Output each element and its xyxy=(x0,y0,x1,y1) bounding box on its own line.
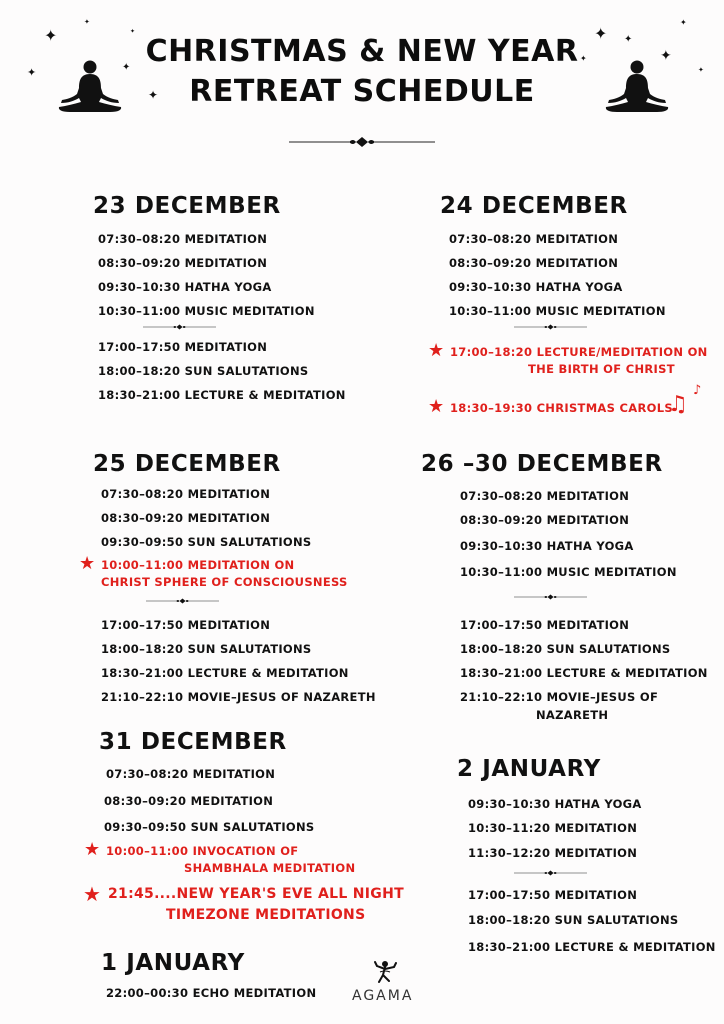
schedule-item: 17:00–17:50 MEDITATION xyxy=(468,888,638,902)
schedule-item: 07:30–08:20 MEDITATION xyxy=(106,767,276,781)
sparkle-icon: ✦ xyxy=(27,66,37,79)
section-divider xyxy=(513,592,588,602)
schedule-item: 18:00–18:20 SUN SALUTATIONS xyxy=(98,364,309,378)
schedule-item: 07:30–08:20 MEDITATION xyxy=(449,232,619,246)
sparkle-icon: ✦ xyxy=(680,18,687,27)
schedule-item: 17:00–17:50 MEDITATION xyxy=(460,618,630,632)
sparkle-icon: ✦ xyxy=(698,66,704,74)
sparkle-icon: ✦ xyxy=(580,54,587,63)
schedule-item: 08:30–09:20 MEDITATION xyxy=(449,256,619,270)
section-divider xyxy=(145,596,220,606)
schedule-item: 09:30–09:50 SUN SALUTATIONS xyxy=(101,535,312,549)
sparkle-icon: ✦ xyxy=(130,28,136,35)
page-title xyxy=(0,32,724,112)
schedule-item: 18:30–21:00 LECTURE & MEDITATION xyxy=(101,666,349,680)
schedule-item: 09:30–10:30 HATHA YOGA xyxy=(460,539,634,553)
highlight-item-continued: CHRIST SPHERE OF CONSCIOUSNESS xyxy=(101,575,348,589)
section-divider xyxy=(513,322,588,332)
schedule-item: 09:30–10:30 HATHA YOGA xyxy=(449,280,623,294)
highlight-item-continued: TIMEZONE MEDITATIONS xyxy=(166,907,366,923)
schedule-item: 07:30–08:20 MEDITATION xyxy=(460,489,630,503)
schedule-item: 08:30–09:20 MEDITATION xyxy=(101,511,271,525)
music-note-icon: ♪ xyxy=(693,383,702,398)
schedule-item-continued: NAZARETH xyxy=(536,708,609,722)
schedule-item: 21:10–22:10 MOVIE–JESUS OF xyxy=(460,690,659,704)
day-title-26-30-december: 26 –30 DECEMBER xyxy=(421,451,663,477)
schedule-item: 09:30–10:30 HATHA YOGA xyxy=(98,280,272,294)
star-icon: ★ xyxy=(84,839,101,860)
schedule-item: 22:00–00:30 ECHO MEDITATION xyxy=(106,986,317,1000)
day-title-24-december: 24 DECEMBER xyxy=(440,193,628,219)
schedule-item: 08:30–09:20 MEDITATION xyxy=(104,794,274,808)
title-line-2: RETREAT SCHEDULE xyxy=(189,74,535,109)
highlight-item: 10:00–11:00 MEDITATION ON xyxy=(101,558,295,572)
sparkle-icon: ✦ xyxy=(84,18,90,26)
highlight-item: 10:00–11:00 INVOCATION OF xyxy=(106,844,299,858)
schedule-item: 07:30–08:20 MEDITATION xyxy=(98,232,268,246)
sparkle-icon: ✦ xyxy=(624,34,633,45)
day-title-2-january: 2 JANUARY xyxy=(457,756,601,782)
schedule-item: 08:30–09:20 MEDITATION xyxy=(98,256,268,270)
highlight-item: 18:30–19:30 CHRISTMAS CAROLS xyxy=(450,401,673,415)
highlight-item: 17:00–18:20 LECTURE/MEDITATION ON xyxy=(450,345,708,359)
schedule-item: 08:30–09:20 MEDITATION xyxy=(460,513,630,527)
agama-logo: AGAMA xyxy=(352,988,414,1004)
highlight-item-continued: THE BIRTH OF CHRIST xyxy=(528,362,675,376)
day-title-23-december: 23 DECEMBER xyxy=(93,193,281,219)
schedule-item: 17:00–17:50 MEDITATION xyxy=(98,340,268,354)
schedule-item: 18:00–18:20 SUN SALUTATIONS xyxy=(460,642,671,656)
schedule-item: 18:00–18:20 SUN SALUTATIONS xyxy=(468,913,679,927)
schedule-item: 10:30–11:00 MUSIC MEDITATION xyxy=(460,565,677,579)
day-title-25-december: 25 DECEMBER xyxy=(93,451,281,477)
sparkle-icon: ✦ xyxy=(660,48,672,64)
star-icon: ★ xyxy=(83,882,101,906)
schedule-item: 10:30–11:00 MUSIC MEDITATION xyxy=(98,304,315,318)
schedule-item: 17:00–17:50 MEDITATION xyxy=(101,618,271,632)
schedule-item: 18:30–21:00 LECTURE & MEDITATION xyxy=(98,388,346,402)
schedule-item: 11:30–12:20 MEDITATION xyxy=(468,846,638,860)
highlight-item: 21:45....NEW YEAR'S EVE ALL NIGHT xyxy=(108,886,404,902)
day-title-31-december: 31 DECEMBER xyxy=(99,729,287,755)
schedule-item: 18:30–21:00 LECTURE & MEDITATION xyxy=(468,940,716,954)
music-note-icon: ♫ xyxy=(668,392,688,417)
star-icon: ★ xyxy=(79,553,96,574)
sparkle-icon: ✦ xyxy=(122,62,131,73)
schedule-item: 10:30–11:00 MUSIC MEDITATION xyxy=(449,304,666,318)
dancer-logo-icon xyxy=(370,958,400,988)
star-icon: ★ xyxy=(428,396,445,417)
schedule-item: 10:30–11:20 MEDITATION xyxy=(468,821,638,835)
title-divider xyxy=(287,136,437,148)
schedule-item: 09:30–10:30 HATHA YOGA xyxy=(468,797,642,811)
schedule-item: 21:10–22:10 MOVIE–JESUS OF NAZARETH xyxy=(101,690,376,704)
sparkle-icon: ✦ xyxy=(44,26,58,45)
sparkle-icon: ✦ xyxy=(148,88,159,102)
section-divider xyxy=(513,868,588,878)
schedule-item: 18:00–18:20 SUN SALUTATIONS xyxy=(101,642,312,656)
sparkle-icon: ✦ xyxy=(594,24,608,43)
schedule-item: 18:30–21:00 LECTURE & MEDITATION xyxy=(460,666,708,680)
day-title-1-january: 1 JANUARY xyxy=(101,950,245,976)
schedule-item: 09:30–09:50 SUN SALUTATIONS xyxy=(104,820,315,834)
title-line-1: CHRISTMAS & NEW YEAR xyxy=(145,34,579,69)
highlight-item-continued: SHAMBHALA MEDITATION xyxy=(184,861,356,875)
star-icon: ★ xyxy=(428,340,445,361)
section-divider xyxy=(142,322,217,332)
schedule-item: 07:30–08:20 MEDITATION xyxy=(101,487,271,501)
